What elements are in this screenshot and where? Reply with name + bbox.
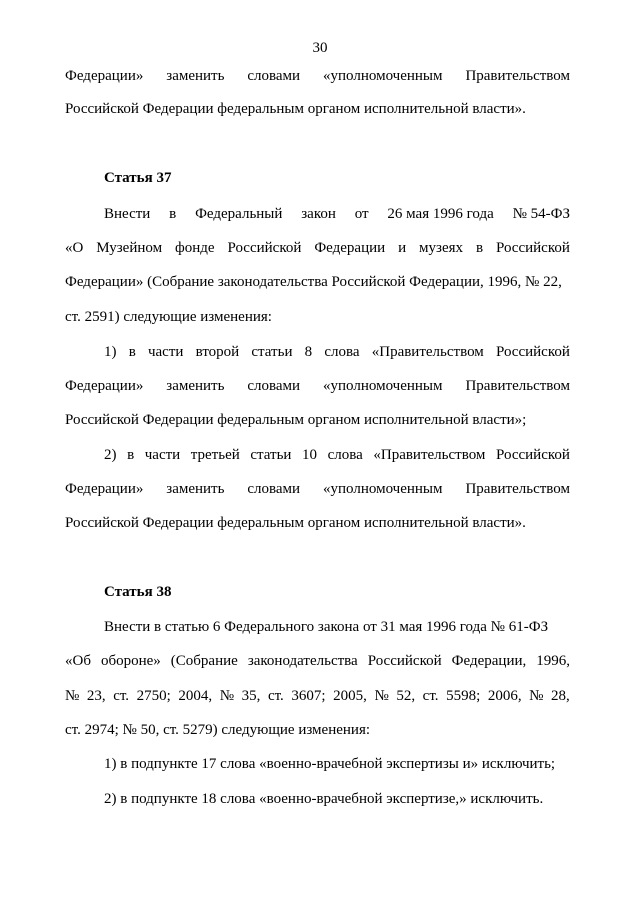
article-38-paragraph-line-4: ст. 2974; № 50, ст. 5279) следующие изменения: — [65, 722, 371, 738]
word: в — [169, 206, 177, 222]
word: 2005, — [333, 688, 367, 704]
article-38-item-2: 2) в подпункте 18 слова «военно-врачебной экспертизе,» исключить. — [104, 791, 544, 807]
article-38-heading: Статья 38 — [104, 584, 172, 600]
word: «уполномоченным — [323, 68, 443, 84]
article-38-item-1: 1) в подпункте 17 слова «военно-врачебной экспертизы и» исключить; — [104, 756, 556, 772]
article-37-heading: Статья 37 — [104, 170, 172, 186]
word: ст. — [267, 688, 284, 704]
word: обороне» — [100, 653, 161, 669]
word: Правительством — [465, 378, 570, 394]
article-37-paragraph-line-2 — [65, 238, 570, 258]
article-37-item-2-line-1 — [104, 445, 570, 465]
word: закон — [301, 206, 336, 222]
article-37-paragraph-line-1 — [104, 204, 570, 224]
word: заменить — [166, 481, 225, 497]
word: Федерации» — [65, 481, 144, 497]
word: ст. — [113, 688, 130, 704]
word: № — [219, 688, 235, 704]
word: в — [128, 344, 136, 360]
word: слова — [327, 447, 363, 463]
word: ст. — [422, 688, 439, 704]
word: 26 мая 1996 года — [387, 206, 494, 222]
article-37-item-2-line-3: Российской Федерации федеральным органом исполнительной власти». — [65, 515, 526, 531]
article-37-item-1-line-1 — [104, 342, 570, 362]
word: Внести — [104, 206, 151, 222]
word: фонде — [175, 240, 215, 256]
word: Музейном — [96, 240, 163, 256]
intro-line-1 — [65, 66, 570, 86]
word: «уполномоченным — [323, 378, 443, 394]
word: Российской — [227, 240, 302, 256]
word: от — [354, 206, 369, 222]
word: законодательства — [247, 653, 358, 669]
word: № — [529, 688, 544, 704]
word: словами — [247, 378, 301, 394]
word: словами — [247, 481, 301, 497]
word: Федерации» — [65, 68, 144, 84]
word: «Правительством — [373, 447, 486, 463]
word: Российской — [495, 447, 570, 463]
word: Федерации, — [451, 653, 527, 669]
word: Российской — [495, 344, 570, 360]
word: 1996, — [536, 653, 570, 669]
article-37-item-2-line-2 — [65, 479, 570, 499]
word: части — [144, 447, 181, 463]
word: заменить — [166, 378, 225, 394]
article-37-paragraph-line-3: Федерации» (Собрание законодательства Российской Федерации, 1996, № 22, — [65, 274, 562, 290]
article-38-paragraph-line-2 — [65, 651, 570, 671]
word: № — [65, 688, 80, 704]
article-37-paragraph-line-4: ст. 2591) следующие изменения: — [65, 309, 272, 325]
article-38-paragraph-line-1: Внести в статью 6 Федерального закона от 31 мая 1996 года № 61-ФЗ — [104, 619, 549, 635]
word: Российской — [367, 653, 442, 669]
word: 1) — [104, 344, 117, 360]
word: № — [374, 688, 389, 704]
word: № 54-ФЗ — [512, 206, 570, 222]
word: словами — [247, 68, 301, 84]
word: музеях — [419, 240, 464, 256]
word: заменить — [166, 68, 225, 84]
word: 10 — [302, 447, 318, 463]
word: 3607; — [291, 688, 326, 704]
word: 35, — [241, 688, 261, 704]
word: слова — [324, 344, 360, 360]
article-37-item-1-line-3: Российской Федерации федеральным органом исполнительной власти»; — [65, 412, 527, 428]
word: 2006, — [487, 688, 522, 704]
word: второй — [195, 344, 240, 360]
word: «Правительством — [371, 344, 484, 360]
word: 52, — [396, 688, 416, 704]
word: статьи — [250, 447, 292, 463]
word: статьи — [251, 344, 293, 360]
word: «О — [65, 240, 84, 256]
word: третьей — [190, 447, 240, 463]
intro-line-2: Российской Федерации федеральным органом исполнительной власти». — [65, 101, 526, 117]
word: 5598; — [446, 688, 481, 704]
word: 2) — [104, 447, 117, 463]
page-number: 30 — [312, 40, 328, 56]
word: «Об — [65, 653, 91, 669]
word: 23, — [86, 688, 106, 704]
word: Федерации — [314, 240, 386, 256]
word: Федеральный — [195, 206, 283, 222]
word: Федерации» — [65, 378, 144, 394]
word: Правительством — [465, 481, 570, 497]
word: (Собрание — [170, 653, 238, 669]
word: в — [475, 240, 484, 256]
word: Правительством — [465, 68, 570, 84]
word: 2750; — [136, 688, 171, 704]
word: Российской — [495, 240, 570, 256]
article-37-item-1-line-2 — [65, 376, 570, 396]
word: в — [127, 447, 135, 463]
word: части — [147, 344, 184, 360]
article-38-paragraph-line-3 — [65, 686, 570, 706]
word: и — [398, 240, 407, 256]
word: 8 — [304, 344, 313, 360]
word: 2004, — [178, 688, 213, 704]
word: «уполномоченным — [323, 481, 443, 497]
word: 28, — [551, 688, 570, 704]
